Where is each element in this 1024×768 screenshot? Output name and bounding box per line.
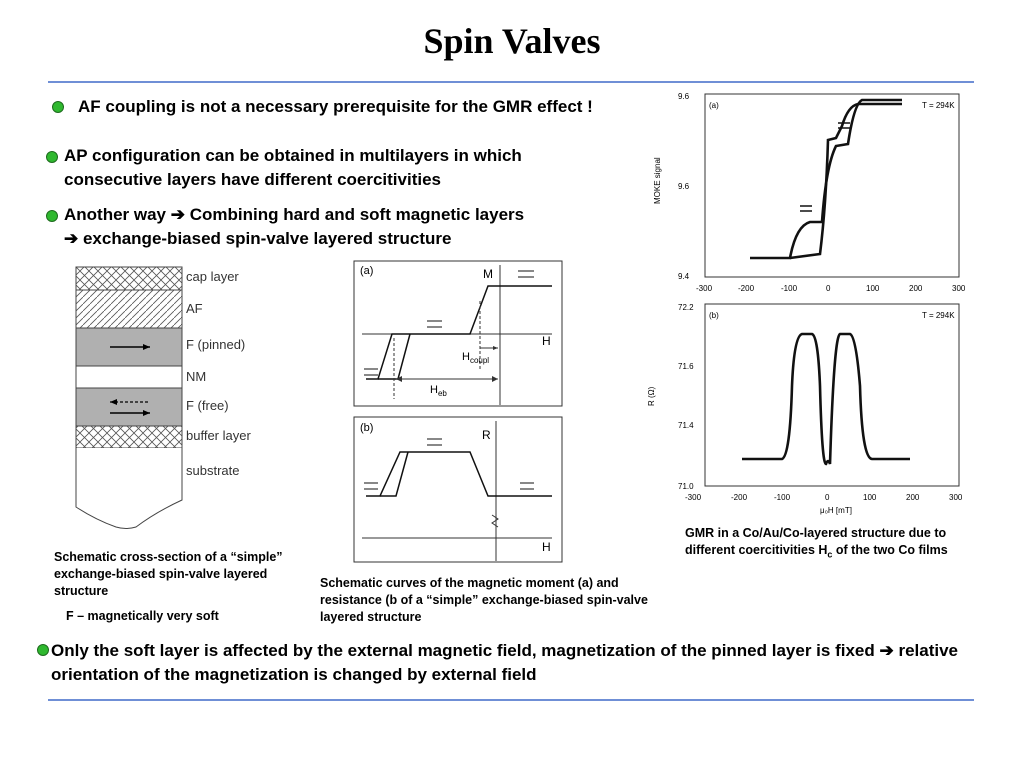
bullet-3	[64, 203, 644, 251]
x-tick: -300	[685, 493, 702, 502]
bullet-4-text-a: Only the soft layer is affected by the external magnetic field, magnetization of the pinned layer is fixed	[51, 641, 880, 660]
layer-stack-diagram	[62, 262, 282, 537]
bullet-dot-icon	[46, 151, 58, 163]
x-tick: 100	[866, 284, 880, 293]
layer-label: F (free)	[186, 398, 229, 413]
layer-label: buffer layer	[186, 428, 251, 443]
buffer-layer-block	[76, 426, 182, 448]
y-tick: 71.4	[678, 421, 694, 430]
bullet-2: AP configuration can be obtained in multilayers in which consecutive layers have different coercitivities	[64, 146, 522, 189]
x-tick: 300	[952, 284, 966, 293]
x-tick: -300	[696, 284, 713, 293]
nm-block	[76, 366, 182, 388]
moke-plot-frame	[705, 94, 959, 277]
y-tick: 72.2	[678, 303, 694, 312]
x-tick: 0	[826, 284, 831, 293]
page-title: Spin Valves	[423, 21, 601, 61]
x-tick: -200	[731, 493, 748, 502]
hcoupl-label: $H_{coupl}$	[462, 351, 490, 365]
temp-label: T = 294K	[922, 101, 955, 110]
y-axis-label: MOKE signal	[653, 157, 662, 204]
y-tick: 9.6	[678, 182, 690, 191]
x-tick: 200	[909, 284, 923, 293]
panel-label: (b)	[709, 311, 719, 320]
y-tick: 9.6	[678, 92, 690, 101]
bullet-3-text-b: Combining hard and soft magnetic layers	[185, 205, 525, 224]
af-layer-block	[76, 290, 182, 328]
panel-label: (a)	[709, 101, 719, 110]
f-free-block	[76, 388, 182, 426]
axis-label: H	[542, 334, 551, 348]
schematic-curves-caption: Schematic curves of the magnetic moment (a) and resistance (b of a “simple” exchange-biased spin-valve layered structure	[320, 576, 648, 624]
heb-label: $H_{eb}$	[430, 384, 447, 398]
substrate-block	[76, 448, 182, 529]
x-tick: -100	[774, 493, 791, 502]
bottom-divider	[48, 699, 974, 701]
x-axis-label: μ₀H [mT]	[820, 506, 852, 515]
layer-label: NM	[186, 369, 207, 384]
cap-layer-block	[76, 267, 182, 290]
top-divider	[48, 81, 974, 83]
axis-label: H	[542, 540, 551, 554]
panel-label: (a)	[360, 265, 374, 277]
layer-label: AF	[186, 301, 203, 316]
bullet-4-text-b: relative orientation of the magnetization is changed by external field	[51, 641, 958, 684]
gmr-caption-sub: c	[827, 549, 833, 560]
bullet-1: AF coupling is not a necessary prerequisite for the GMR effect !	[78, 97, 593, 116]
gmr-caption	[685, 525, 995, 564]
layer-label: cap layer	[186, 269, 239, 284]
x-tick: 0	[825, 493, 830, 502]
x-tick: 300	[949, 493, 963, 502]
temp-label: T = 294K	[922, 311, 955, 320]
bullet-dot-icon	[37, 644, 49, 656]
arrow-icon: ➔	[170, 205, 185, 224]
x-tick: 200	[906, 493, 920, 502]
x-tick: -100	[781, 284, 798, 293]
gmr-caption-text-end: of the two Co films	[832, 543, 948, 557]
layer-stack-note: F – magnetically very soft	[66, 609, 219, 623]
arrow-icon: ➔	[64, 229, 79, 248]
bullet-dot-icon	[52, 101, 64, 113]
axis-label: M	[483, 267, 493, 281]
y-tick: 9.4	[678, 272, 690, 281]
layer-label: F (pinned)	[186, 337, 246, 352]
x-tick: 100	[863, 493, 877, 502]
bullet-4	[51, 639, 971, 687]
gmr-plots	[640, 86, 975, 518]
layer-label: substrate	[186, 463, 240, 478]
schematic-curves	[352, 259, 564, 565]
layer-stack-caption: Schematic cross-section of a “simple” exchange-biased spin-valve layered structure	[54, 550, 283, 598]
y-tick: 71.6	[678, 362, 694, 371]
bullet-3-text-a: Another way	[64, 205, 171, 224]
x-tick: -200	[738, 284, 755, 293]
y-tick: 71.0	[678, 482, 694, 491]
bullet-3-line2: exchange-biased spin-valve layered structure	[78, 229, 452, 248]
axis-label: R	[482, 428, 491, 442]
gmr-caption-text: GMR in a Co/Au/Co-layered structure due to different coercitivities H	[685, 526, 947, 557]
arrow-icon: ➔	[879, 641, 894, 660]
bullet-dot-icon	[46, 210, 58, 222]
y-axis-label: R (Ω)	[647, 386, 656, 406]
panel-label: (b)	[360, 422, 374, 434]
